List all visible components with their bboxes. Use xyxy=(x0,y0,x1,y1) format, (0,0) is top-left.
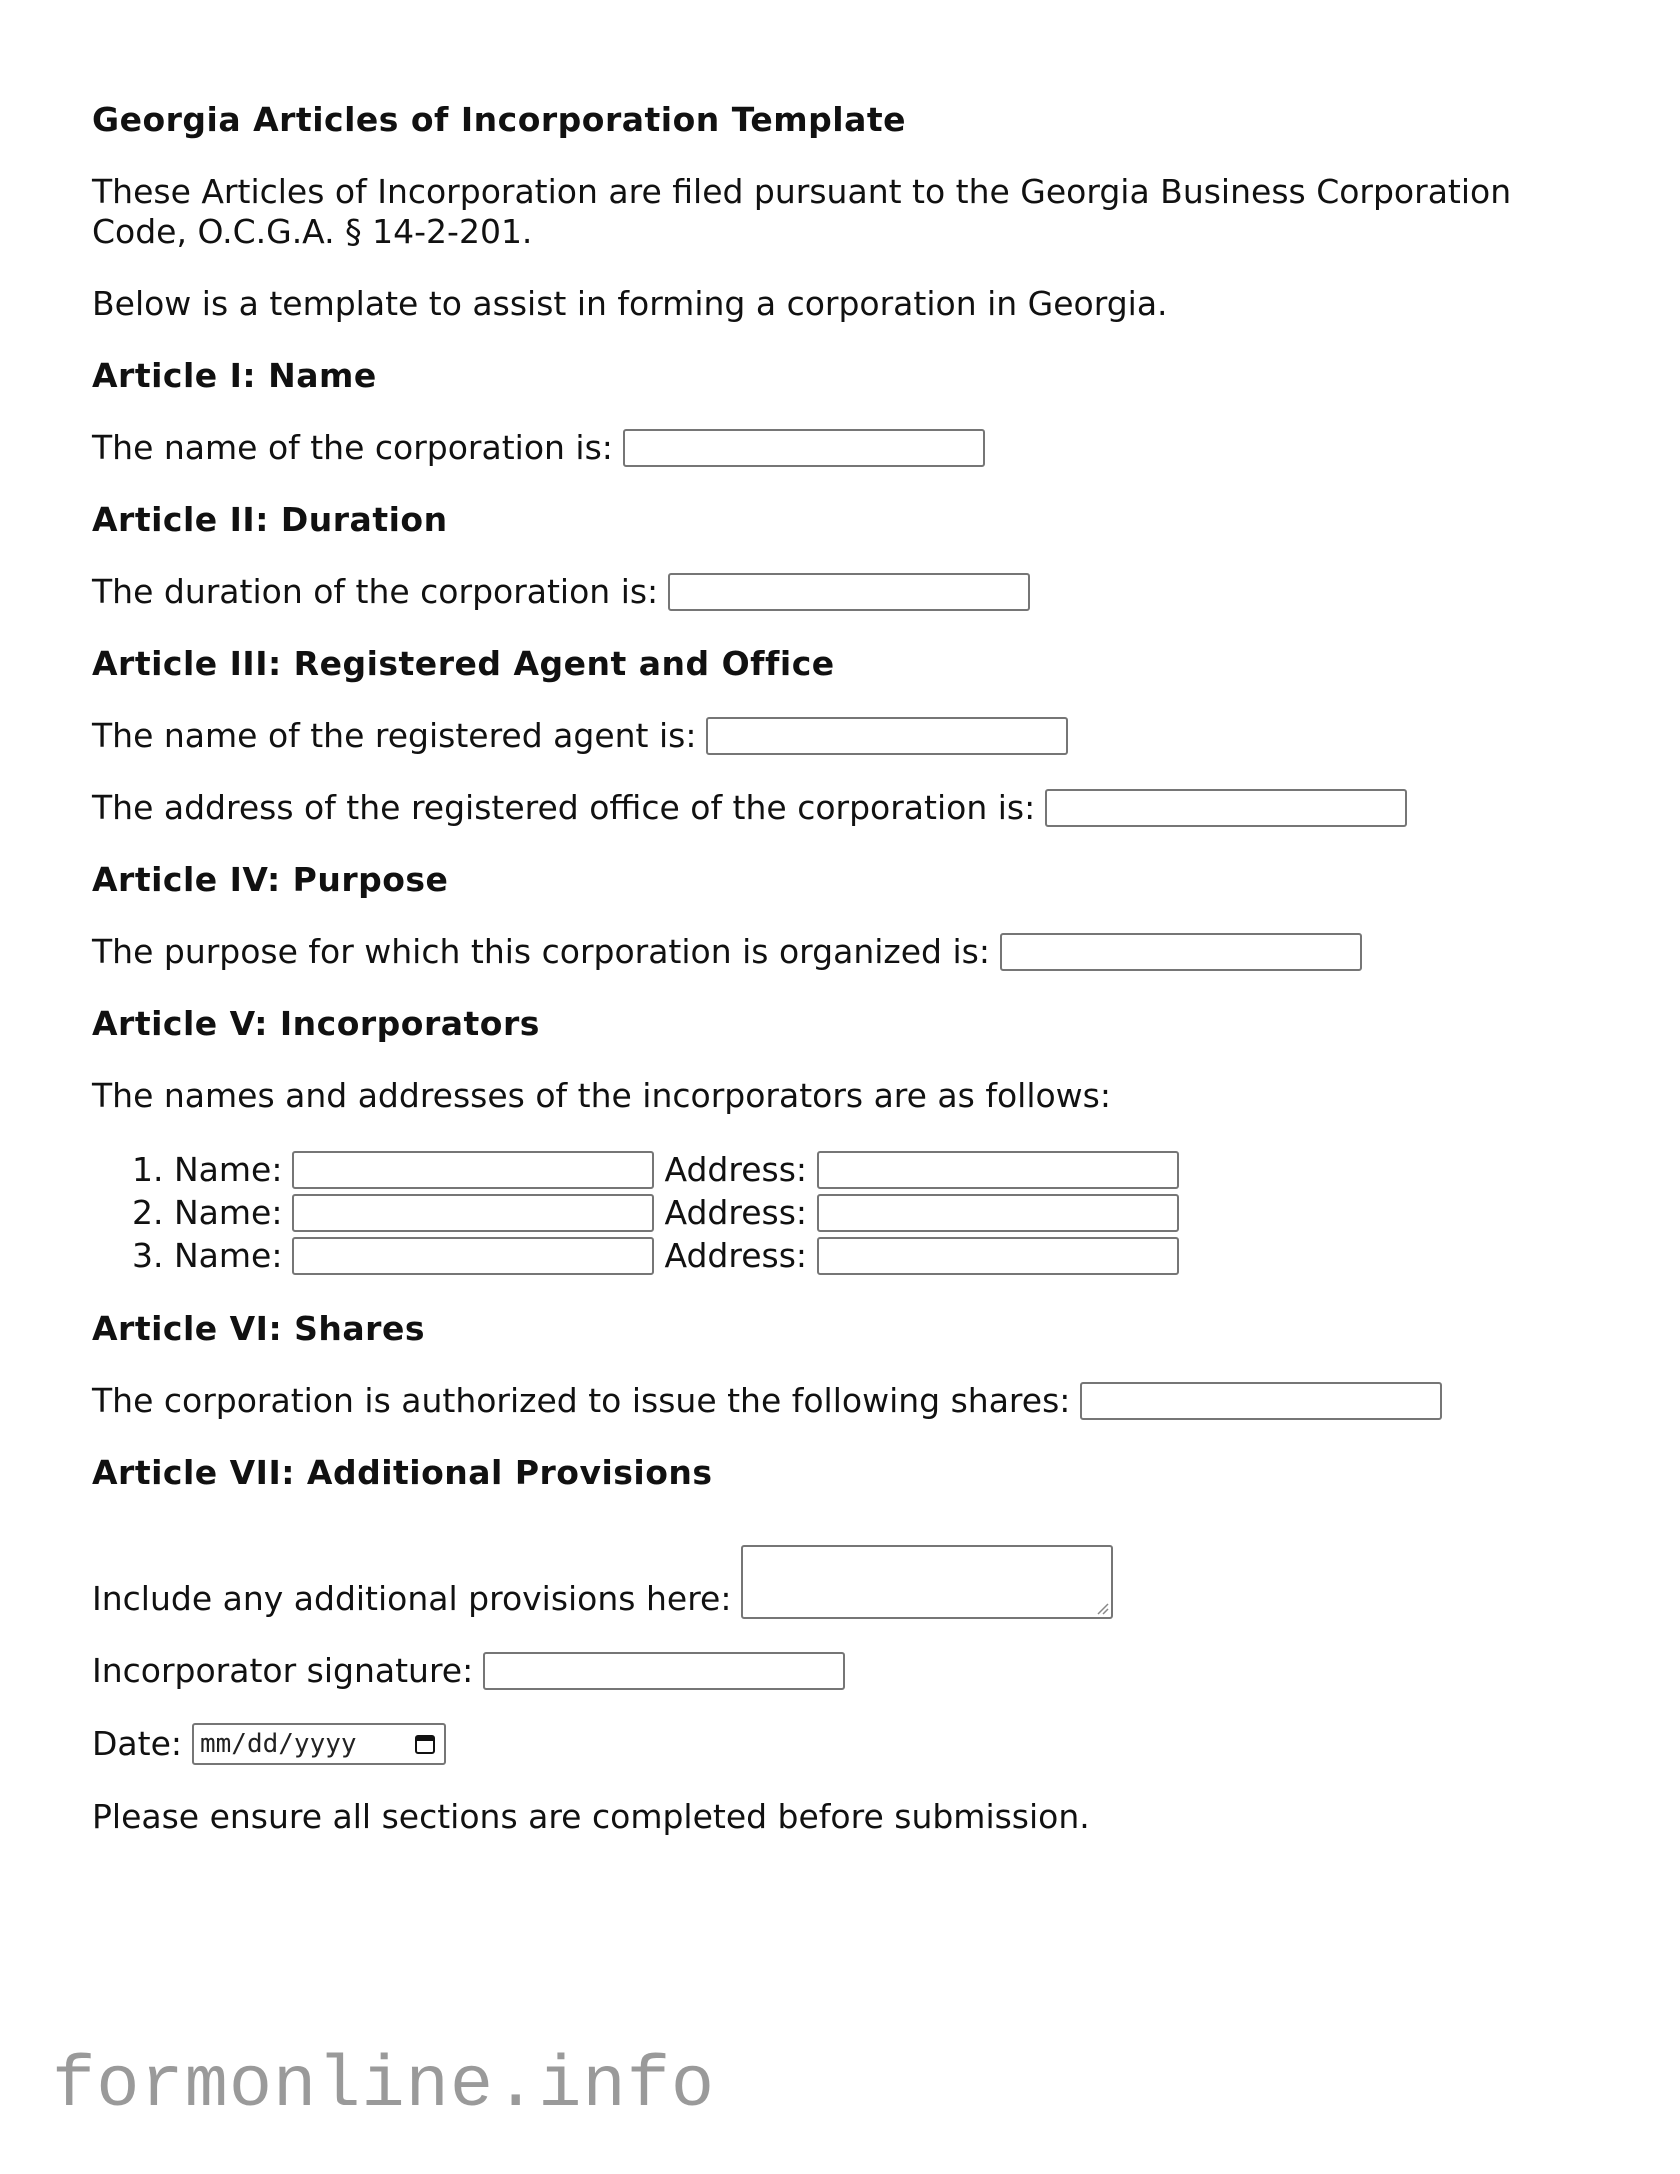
additional-provisions-label: Include any additional provisions here: xyxy=(92,1579,732,1618)
intro-paragraph-template: Below is a template to assist in forming a corporation in Georgia. xyxy=(92,284,1168,323)
incorporators-list xyxy=(92,1148,1592,1277)
incorporator-address-label: Address: xyxy=(664,1149,808,1189)
date-placeholder: mm/dd/yyyy xyxy=(200,1729,357,1759)
incorporator-name-label: Name: xyxy=(174,1192,283,1232)
date-input[interactable] xyxy=(192,1723,446,1765)
duration-label: The duration of the corporation is: xyxy=(92,572,659,611)
intro-paragraph-filing: These Articles of Incorporation are filed pursuant to the Georgia Business Corporation Code, O.C.G.A. § 14-2-201. xyxy=(92,172,1512,251)
watermark-text: formonline.info xyxy=(52,2045,716,2127)
date-row xyxy=(92,1723,1592,1765)
incorporator-number: 3. xyxy=(132,1235,164,1275)
registered-office-row xyxy=(92,788,1592,828)
article-7-heading: Article VII: Additional Provisions xyxy=(92,1453,713,1492)
incorporator-address-label: Address: xyxy=(664,1192,808,1232)
incorporator-item xyxy=(92,1191,1592,1234)
incorporator-name-label: Name: xyxy=(174,1149,283,1189)
registered-agent-label: The name of the registered agent is: xyxy=(92,716,697,755)
additional-provisions-row xyxy=(92,1545,1592,1619)
registered-agent-row xyxy=(92,716,1592,756)
shares-row xyxy=(92,1381,1592,1421)
shares-input[interactable] xyxy=(1080,1382,1442,1420)
completion-note: Please ensure all sections are completed before submission. xyxy=(92,1797,1090,1836)
corporation-name-label: The name of the corporation is: xyxy=(92,428,613,467)
incorporator-item xyxy=(92,1234,1592,1277)
incorporator-3-name-input[interactable] xyxy=(292,1237,654,1275)
incorporator-3-address-input[interactable] xyxy=(817,1237,1179,1275)
registered-office-input[interactable] xyxy=(1045,789,1407,827)
calendar-icon[interactable] xyxy=(412,1731,438,1757)
purpose-input[interactable] xyxy=(1000,933,1362,971)
resize-grip-icon[interactable] xyxy=(1095,1601,1109,1615)
signature-input[interactable] xyxy=(483,1652,845,1690)
article-3-heading: Article III: Registered Agent and Office xyxy=(92,644,835,683)
article-6-heading: Article VI: Shares xyxy=(92,1309,425,1348)
incorporator-number: 2. xyxy=(132,1192,164,1232)
shares-label: The corporation is authorized to issue the following shares: xyxy=(92,1381,1071,1420)
corporation-name-input[interactable] xyxy=(623,429,985,467)
incorporator-number: 1. xyxy=(132,1149,164,1189)
document-title: Georgia Articles of Incorporation Template xyxy=(92,100,907,139)
registered-office-label: The address of the registered office of the corporation is: xyxy=(92,788,1036,827)
incorporators-label: The names and addresses of the incorporators are as follows: xyxy=(92,1076,1111,1115)
signature-label: Incorporator signature: xyxy=(92,1651,474,1690)
incorporator-item xyxy=(92,1148,1592,1191)
article-5-heading: Article V: Incorporators xyxy=(92,1004,540,1043)
article-4-heading: Article IV: Purpose xyxy=(92,860,449,899)
additional-provisions-textarea[interactable] xyxy=(741,1545,1113,1619)
incorporator-name-label: Name: xyxy=(174,1235,283,1275)
purpose-row xyxy=(92,932,1592,972)
signature-row xyxy=(92,1651,1592,1691)
corporation-name-row xyxy=(92,428,1592,468)
date-label: Date: xyxy=(92,1724,182,1763)
duration-row xyxy=(92,572,1592,612)
registered-agent-input[interactable] xyxy=(706,717,1068,755)
article-2-heading: Article II: Duration xyxy=(92,500,448,539)
article-1-heading: Article I: Name xyxy=(92,356,377,395)
document-page xyxy=(92,100,1592,1869)
incorporator-1-address-input[interactable] xyxy=(817,1151,1179,1189)
incorporator-address-label: Address: xyxy=(664,1235,808,1275)
incorporator-1-name-input[interactable] xyxy=(292,1151,654,1189)
incorporator-2-name-input[interactable] xyxy=(292,1194,654,1232)
incorporator-2-address-input[interactable] xyxy=(817,1194,1179,1232)
purpose-label: The purpose for which this corporation is organized is: xyxy=(92,932,990,971)
duration-input[interactable] xyxy=(668,573,1030,611)
